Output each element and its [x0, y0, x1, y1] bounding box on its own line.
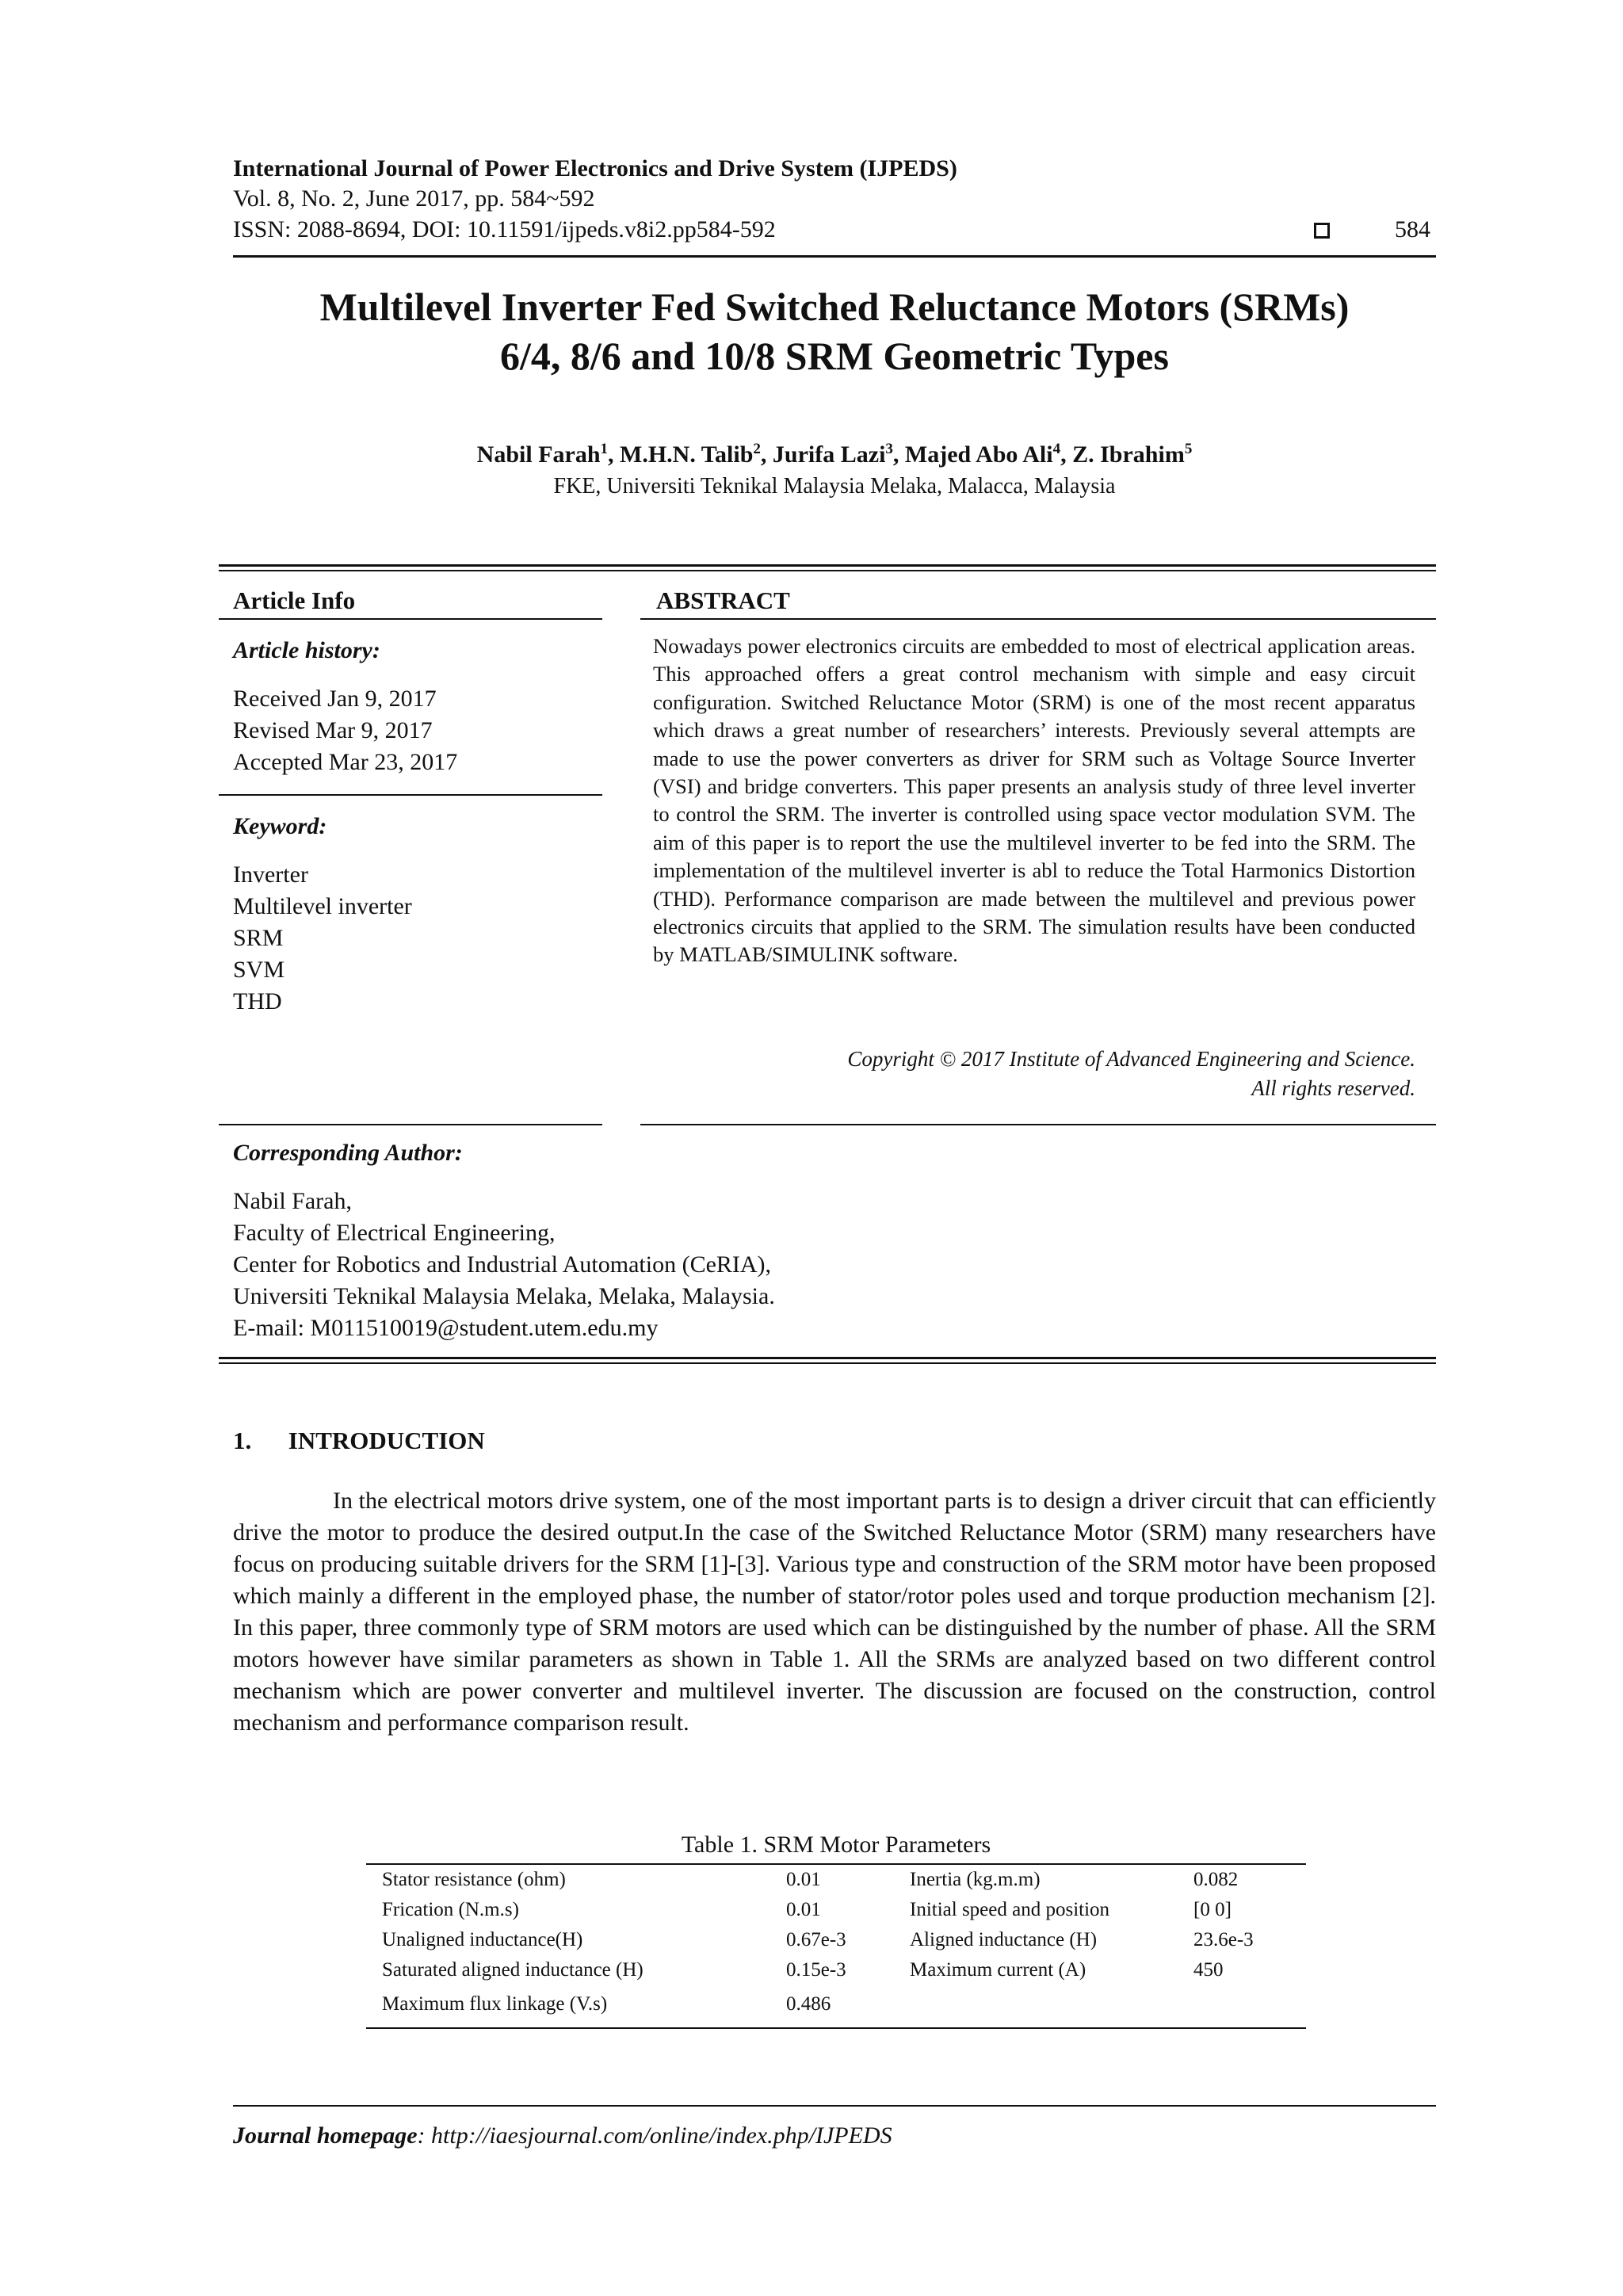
author-affiliation-mark: 2 — [753, 441, 761, 457]
keyword-item: SRM — [233, 925, 284, 951]
affiliation: FKE, Universiti Teknikal Malaysia Melaka, Malacca, Malaysia — [553, 474, 1116, 499]
corresponding-line: Universiti Teknikal Malaysia Melaka, Melaka, Malaysia. — [233, 1283, 775, 1309]
copyright-line-2: All rights reserved. — [1251, 1076, 1415, 1100]
table-cell: 0.01 — [786, 1899, 821, 1920]
table-cell: 0.01 — [786, 1869, 821, 1890]
table-cell: 450 — [1193, 1959, 1224, 1981]
keyword-item: SVM — [233, 957, 285, 983]
author-affiliation-mark: 3 — [885, 441, 893, 457]
footer-rule — [233, 2105, 1436, 2107]
abstract-text: Nowadays power electronics circuits are embedded to most of electrical application areas. This approached offers a great control mechanism with simple and easy circuit configuration. Switched Reluctance Motor (SRM) is one of the most recent apparatus which draws a great number of researchers’ interests. Previously several attempts are made to use the power converters as driver for SRM such as Voltage Source Inverter (VSI) and bridge converters. This paper presents an analysis study of three level inverter to control the SRM. The inverter is controlled using space vector modulation SVM. The aim of this paper is to report the use the multilevel inverter to be fed into the SRM. The implementation of the multilevel inverter is abl to reduce the Total Harmonics Distortion (THD). Performance comparison are made between the multilevel and previous power electronics circuits that applied to the SRM. The simulation results have been conducted by MATLAB/SIMULINK software. — [653, 634, 1415, 967]
table-cell: [0 0] — [1193, 1899, 1232, 1920]
corresponding-bottom-rule — [219, 1357, 1436, 1359]
author-affiliation-mark: 5 — [1184, 441, 1193, 457]
issn-doi: ISSN: 2088-8694, DOI: 10.11591/ijpeds.v8i2.pp584-592 — [233, 216, 776, 243]
article-info-rule — [219, 618, 602, 620]
info-bottom-rule-right — [640, 1124, 1436, 1125]
table-cell: 0.082 — [1193, 1869, 1239, 1890]
journal-title: International Journal of Power Electronics and Drive System (IJPEDS) — [233, 155, 957, 181]
abstract-rule — [640, 618, 1436, 620]
homepage-link[interactable]: : http://iaesjournal.com/online/index.php/IJPEDS — [417, 2122, 892, 2149]
table-row — [366, 1985, 1306, 2023]
accepted-date: Accepted Mar 23, 2017 — [233, 749, 458, 775]
revised-date: Revised Mar 9, 2017 — [233, 717, 433, 743]
table-row — [366, 1865, 1306, 1895]
keyword-heading: Keyword: — [233, 813, 327, 839]
copyright-notice — [653, 1045, 1415, 1103]
paper-title — [233, 282, 1436, 380]
table-cell: 23.6e-3 — [1193, 1929, 1254, 1950]
abstract-heading: ABSTRACT — [656, 586, 790, 614]
author-list: Nabil Farah$^1$, M.H.N. Talib$^2$, Jurifa Lazi$^3$, Majed Abo Ali$^4$, Z. Ibrahim$^5$ — [476, 441, 1193, 468]
table-cell: Unaligned inductance(H) — [382, 1929, 583, 1950]
corresponding-author-heading: Corresponding Author: — [233, 1140, 463, 1166]
keyword-rule — [219, 794, 602, 796]
table-cell: Saturated aligned inductance (H) — [382, 1959, 643, 1981]
table-cell: Initial speed and position — [910, 1899, 1110, 1920]
author-name: Nabil Farah — [476, 441, 601, 468]
table-row — [366, 1955, 1306, 1985]
volume-info: Vol. 8, No. 2, June 2017, pp. 584~592 — [233, 185, 595, 212]
corresponding-author-details — [233, 1186, 775, 1344]
corresponding-line: Faculty of Electrical Engineering, — [233, 1220, 556, 1246]
info-bottom-rule-left — [219, 1124, 602, 1125]
parameters-table — [366, 1865, 1306, 2023]
introduction-heading: 1. INTRODUCTION — [233, 1427, 485, 1454]
table-cell: Frication (N.m.s) — [382, 1899, 519, 1920]
corresponding-email[interactable]: E-mail: M011510019@student.utem.edu.my — [233, 1315, 659, 1341]
author-name: Jurifa Lazi — [772, 441, 886, 468]
info-top-rule-thin — [219, 570, 1436, 571]
table-cell: Maximum current (A) — [910, 1959, 1086, 1981]
article-history-heading: Article history: — [233, 637, 380, 663]
author-affiliation-mark: 4 — [1052, 441, 1061, 457]
keyword-item: Multilevel inverter — [233, 893, 412, 919]
page-number: 584 — [1395, 216, 1430, 243]
keyword-item: THD — [233, 988, 282, 1014]
author-name: Majed Abo Ali — [904, 441, 1053, 468]
table-cell: 0.15e-3 — [786, 1959, 846, 1981]
corresponding-line: Nabil Farah, — [233, 1188, 352, 1214]
title-line-1: Multilevel Inverter Fed Switched Reluctance Motors (SRMs) — [319, 285, 1350, 329]
keyword-item: Inverter — [233, 861, 308, 888]
table-cell: Stator resistance (ohm) — [382, 1869, 566, 1890]
checkbox-square-icon — [1314, 223, 1330, 239]
table-cell: 0.67e-3 — [786, 1929, 846, 1950]
homepage-label: Journal homepage — [233, 2122, 418, 2149]
article-info-heading: Article Info — [233, 586, 356, 614]
corresponding-bottom-rule-thin — [219, 1362, 1436, 1364]
header-rule — [233, 255, 1436, 258]
table-cell: Inertia (kg.m.m) — [910, 1869, 1041, 1890]
copyright-line-1: Copyright © 2017 Institute of Advanced Engineering and Science. — [847, 1047, 1415, 1071]
introduction-paragraph: In the electrical motors drive system, one of the most important parts is to design a driver circuit that can efficiently drive the motor to produce the desired output.In the case of the Switched Reluctance Motor (SRM) many researchers have focus on producing suitable drivers for the SRM [1]-[3]. Various type and construction of the SRM motor have been proposed which mainly a different in the employed phase, the number of stator/rotor poles used and torque production mechanism [2]. In this paper, three commonly type of SRM motors are used which can be distinguished by the number of phase. All the SRM motors however have similar parameters as shown in Table 1. All the SRMs are analyzed based on two different control mechanism which are power converter and multilevel inverter. The discussion are focused on the construction, control mechanism and performance comparison result. — [233, 1488, 1436, 1736]
journal-homepage — [233, 2122, 892, 2149]
table-row — [366, 1925, 1306, 1955]
table-cell: 0.486 — [786, 1993, 831, 2015]
table-cell: Maximum flux linkage (V.s) — [382, 1993, 608, 2015]
author-name: M.H.N. Talib — [620, 441, 754, 468]
table-cell — [1178, 1985, 1306, 2023]
received-date: Received Jan 9, 2017 — [233, 686, 437, 712]
info-top-rule — [219, 564, 1436, 567]
corresponding-line: Center for Robotics and Industrial Automation (CeRIA), — [233, 1251, 772, 1278]
author-name: Z. Ibrahim — [1072, 441, 1185, 468]
table-cell — [894, 1985, 1178, 2023]
table-caption: Table 1. SRM Motor Parameters — [681, 1832, 991, 1858]
title-line-2: 6/4, 8/6 and 10/8 SRM Geometric Types — [500, 334, 1169, 378]
table-cell: Aligned inductance (H) — [910, 1929, 1098, 1950]
table-row — [366, 1895, 1306, 1925]
table-bottom-rule — [366, 2027, 1306, 2029]
author-affiliation-mark: 1 — [600, 441, 609, 457]
